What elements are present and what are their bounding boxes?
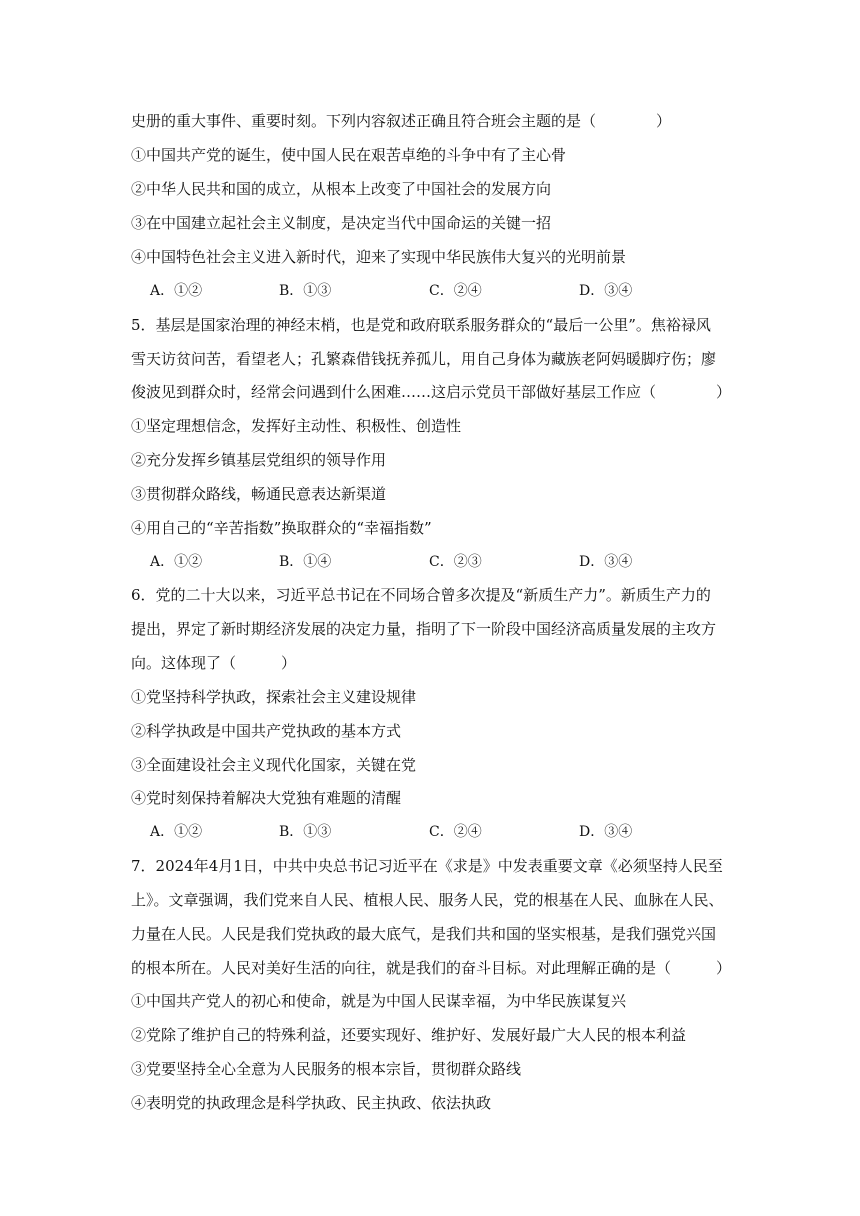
q4-option-d[interactable]: D．③④ bbox=[579, 283, 633, 299]
q4-statement-1: ①中国共产党的诞生，使中国人民在艰苦卓绝的斗争中有了主心骨 bbox=[131, 146, 567, 164]
q5-statement-2: ②充分发挥乡镇基层党组织的领导作用 bbox=[131, 451, 387, 469]
q5-option-d[interactable]: D．③④ bbox=[579, 554, 633, 570]
q4-statement-4: ④中国特色社会主义进入新时代，迎来了实现中华民族伟大复兴的光明前景 bbox=[131, 248, 627, 266]
q6-statement-3: ③全面建设社会主义现代化国家，关键在党 bbox=[131, 756, 417, 774]
q7-statement-4: ④表明党的执政理念是科学执政、民主执政、依法执政 bbox=[131, 1094, 492, 1112]
q6-option-c[interactable]: C．②④ bbox=[429, 824, 482, 840]
q7-stem-line-4: 的根本所在。人民对美好生活的向往，就是我们的奋斗目标。对此理解正确的是（ ） bbox=[131, 959, 732, 977]
q4-option-b[interactable]: B．①③ bbox=[279, 283, 332, 299]
q6-stem-line-3: 向。这体现了（ ） bbox=[131, 654, 297, 672]
q6-option-d[interactable]: D．③④ bbox=[579, 824, 633, 840]
q5-stem-line-2: 雪天访贫问苦，看望老人；孔繁森借钱抚养孤儿，用自己身体为藏族老阿妈暖脚疗伤；廖 bbox=[131, 350, 717, 368]
q4-option-a[interactable]: A．①② bbox=[150, 283, 203, 299]
q7-stem-line-2: 上》。文章强调，我们党来自人民、植根人民、服务人民，党的根基在人民、血脉在人民、 bbox=[131, 891, 724, 909]
q5-option-c[interactable]: C．②③ bbox=[429, 554, 482, 570]
q7-statement-2: ②党除了维护自己的特殊利益，还要实现好、维护好、发展好最广大人民的根本利益 bbox=[131, 1026, 687, 1044]
q6-statement-1: ①党坚持科学执政，探索社会主义建设规律 bbox=[131, 688, 417, 706]
q6-statement-4: ④党时刻保持着解决大党独有难题的清醒 bbox=[131, 789, 402, 807]
q6-option-a[interactable]: A．①② bbox=[150, 824, 203, 840]
q4-statement-3: ③在中国建立起社会主义制度，是决定当代中国命运的关键一招 bbox=[131, 214, 552, 232]
q7-statement-3: ③党要坚持全心全意为人民服务的根本宗旨，贯彻群众路线 bbox=[131, 1060, 522, 1078]
q7-stem-line-3: 力量在人民。人民是我们党执政的最大底气，是我们共和国的坚实根基，是我们强党兴国 bbox=[131, 925, 717, 943]
q7-stem-line-1: 7．2024年4月1日，中共中央总书记习近平在《求是》中发表重要文章《必须坚持人民至 bbox=[131, 857, 723, 875]
q7-statement-1: ①中国共产党人的初心和使命，就是为中国人民谋幸福，为中华民族谋复兴 bbox=[131, 992, 627, 1010]
q5-statement-1: ①坚定理想信念，发挥好主动性、积极性、创造性 bbox=[131, 417, 462, 435]
q6-option-b[interactable]: B．①③ bbox=[279, 824, 332, 840]
q4-stem-line-1: 史册的重大事件、重要时刻。下列内容叙述正确且符合班会主题的是（ ） bbox=[131, 112, 672, 130]
q6-stem-line-1: 6．党的二十大以来，习近平总书记在不同场合曾多次提及“新质生产力”。新质生产力的 bbox=[131, 586, 711, 604]
q6-stem-line-2: 提出，界定了新时期经济发展的决定力量，指明了下一阶段中国经济高质量发展的主攻方 bbox=[131, 620, 717, 638]
q5-statement-4: ④用自己的“辛苦指数”换取群众的“幸福指数” bbox=[131, 519, 432, 537]
q5-option-b[interactable]: B．①④ bbox=[279, 554, 332, 570]
q4-option-c[interactable]: C．②④ bbox=[429, 283, 482, 299]
q4-statement-2: ②中华人民共和国的成立，从根本上改变了中国社会的发展方向 bbox=[131, 180, 552, 198]
q5-statement-3: ③贯彻群众路线，畅通民意表达新渠道 bbox=[131, 485, 387, 503]
q5-option-a[interactable]: A．①② bbox=[150, 554, 203, 570]
q5-stem-line-1: 5．基层是国家治理的神经末梢，也是党和政府联系服务群众的“最后一公里”。焦裕禄风 bbox=[131, 316, 711, 334]
q6-statement-2: ②科学执政是中国共产党执政的基本方式 bbox=[131, 722, 402, 740]
q5-stem-line-3: 俊波见到群众时，经常会问遇到什么困难……这启示党员干部做好基层工作应（ ） bbox=[131, 383, 732, 401]
